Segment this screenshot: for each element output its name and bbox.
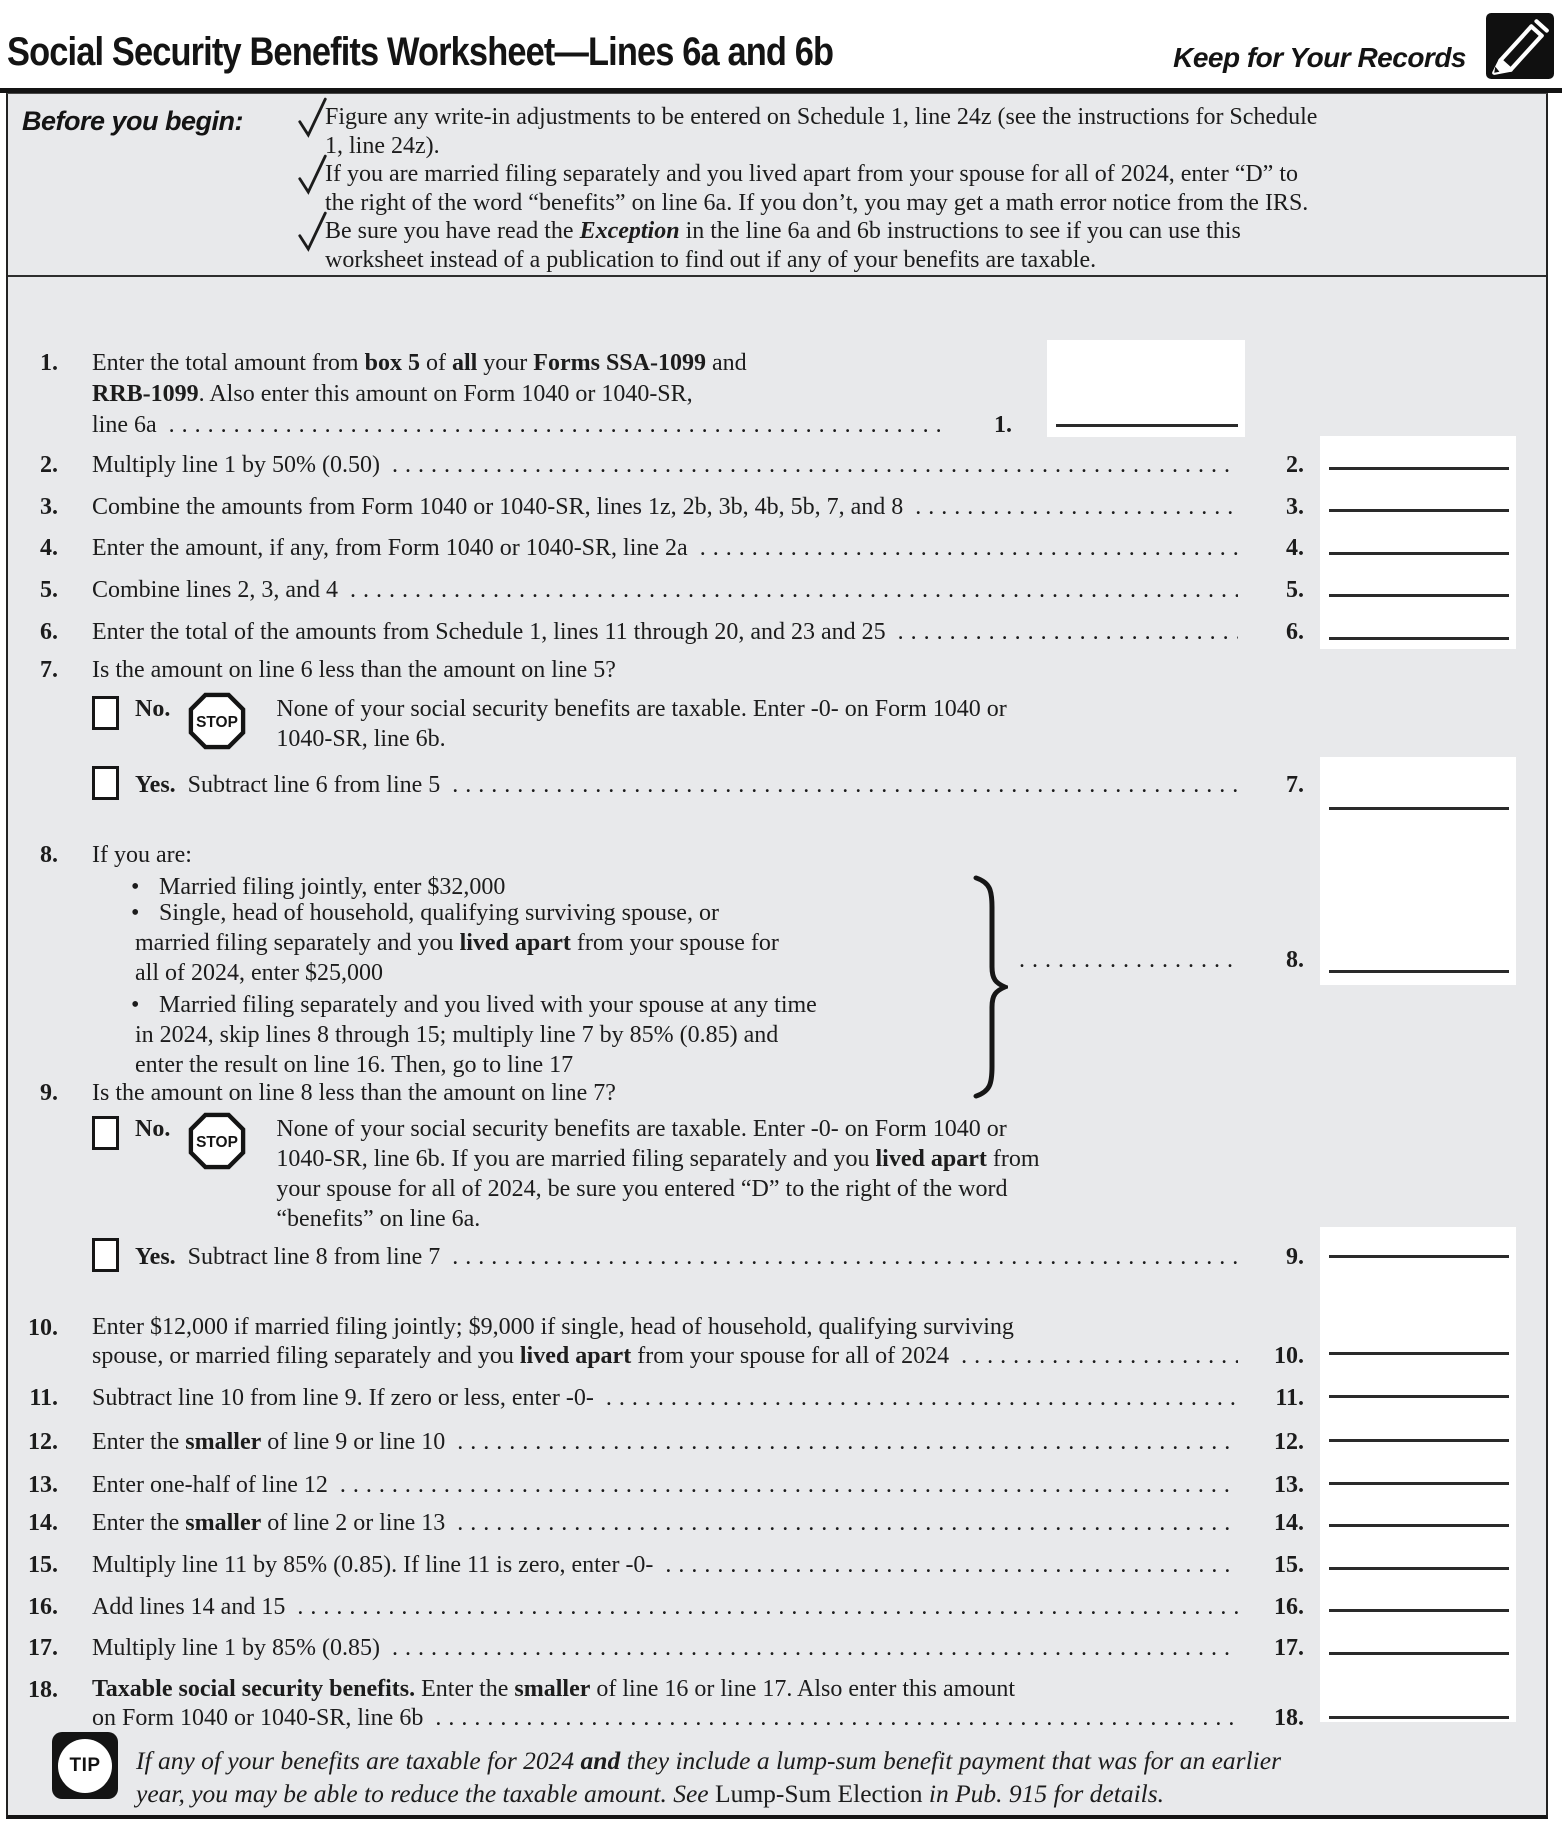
dot-leader: [452, 770, 1238, 800]
dot-leader: [665, 1550, 1238, 1580]
svg-text:STOP: STOP: [196, 1133, 239, 1151]
line-13-number: 13.: [28, 1472, 58, 1498]
line-8-intro: If you are:: [92, 842, 192, 868]
dot-leader: [1019, 945, 1238, 975]
line-1-text-3: line 6a: [92, 412, 157, 438]
entry-line-5[interactable]: [1329, 594, 1509, 597]
page-title: Social Security Benefits Worksheet—Lines 6a and 6b: [7, 30, 834, 74]
entry-line-7[interactable]: [1329, 807, 1509, 810]
line-15-row: [92, 1550, 1304, 1580]
entry-line-10[interactable]: [1329, 1352, 1509, 1355]
entry-line-8[interactable]: [1329, 970, 1509, 973]
line-14-number: 14.: [28, 1510, 58, 1536]
entry-line-12[interactable]: [1329, 1439, 1509, 1442]
line-13-row: [92, 1470, 1304, 1500]
line-3-number: 3.: [40, 494, 58, 520]
line-12-number: 12.: [28, 1429, 58, 1455]
line-17-row: [92, 1633, 1304, 1663]
line-7-yes-text: Subtract line 6 from line 5: [187, 772, 441, 798]
entry-line-18[interactable]: [1329, 1716, 1509, 1719]
dot-leader: [700, 533, 1238, 563]
entry-line-15[interactable]: [1329, 1567, 1509, 1570]
line-9-answer-number: 9.: [1286, 1244, 1304, 1270]
dot-leader: [435, 1704, 1238, 1733]
line-15-number: 15.: [28, 1552, 58, 1578]
line-7-yes-row: [92, 766, 1304, 800]
line-6-answer-number: 6.: [1286, 619, 1304, 645]
line-7-no-text-1: None of your social security benefits are taxable. Enter -0- on Form 1040 or: [276, 696, 1007, 722]
entry-box-line-1[interactable]: [1047, 340, 1245, 437]
line-6-number: 6.: [40, 619, 58, 645]
line-7-yes-label: Yes.: [135, 772, 176, 798]
stop-sign-icon: [188, 1112, 246, 1170]
line-11-answer-number: 11.: [1275, 1385, 1304, 1411]
line-1-text: [92, 348, 1012, 440]
dot-leader: [606, 1383, 1238, 1413]
entry-line-6[interactable]: [1329, 637, 1509, 640]
line-8-bullet-1: • Married filing jointly, enter $32,000: [135, 872, 505, 902]
line-5-number: 5.: [40, 577, 58, 603]
line-14-text: Enter the smaller of line 2 or line 13: [92, 1510, 446, 1536]
line-2-answer-number: 2.: [1286, 452, 1304, 478]
dot-leader: [961, 1342, 1238, 1371]
entry-line-2[interactable]: [1329, 467, 1509, 470]
line-9-question: Is the amount on line 8 less than the amount on line 7?: [92, 1080, 616, 1106]
line-7-no-text: [276, 694, 1006, 754]
dot-leader: [898, 617, 1238, 647]
dot-leader: [350, 575, 1238, 605]
line-11-text: Subtract line 10 from line 9. If zero or less, enter -0-: [92, 1385, 594, 1411]
line-3-text: Combine the amounts from Form 1040 or 1040-SR, lines 1z, 2b, 3b, 4b, 5b, 7, and 8: [92, 494, 904, 520]
line-1-number: 1.: [40, 350, 58, 376]
tip-text: If any of your benefits are taxable for 2024 and they include a lump-sum benefit payment that was for an earlier year, you may be able to reduce the taxable amount. See Lump-Sum Election in Pub. 915 for details.: [136, 1746, 1281, 1808]
line-7-no-text-2: 1040-SR, line 6b.: [276, 726, 446, 752]
line-12-text: Enter the smaller of line 9 or line 10: [92, 1429, 446, 1455]
line-9-no-label: No.: [135, 1116, 171, 1142]
line-16-number: 16.: [28, 1594, 58, 1620]
line-7-yes-checkbox[interactable]: [92, 766, 119, 800]
line-18-text: Taxable social security benefits. Enter the smaller of line 16 or line 17. Also enter this amount on Form 1040 or 1040-SR, line 6b ..... 18.: [92, 1675, 1304, 1733]
line-13-text: Enter one-half of line 12: [92, 1472, 328, 1498]
line-8-bullet-2: • Single, head of household, qualifying surviving spouse, or married filing separately and you lived apart from your spouse for all of 2024, enter $25,000: [135, 898, 779, 988]
line-18-answer-number: 18.: [1274, 1705, 1304, 1731]
before-you-begin-section: [8, 94, 1546, 277]
dot-leader: [297, 1592, 1238, 1622]
line-7-answer-number: 7.: [1286, 772, 1304, 798]
line-4-answer-number: 4.: [1286, 535, 1304, 561]
entry-line-4[interactable]: [1329, 552, 1509, 555]
entry-line-16[interactable]: [1329, 1609, 1509, 1612]
curly-brace: [968, 875, 1008, 1099]
line-9-yes-checkbox[interactable]: [92, 1238, 119, 1272]
line-12-answer-number: 12.: [1274, 1429, 1304, 1455]
entry-line-1[interactable]: [1056, 424, 1238, 427]
dot-leader: [392, 450, 1238, 480]
line-9-no-checkbox[interactable]: [92, 1116, 119, 1150]
line-17-answer-number: 17.: [1274, 1635, 1304, 1661]
line-15-answer-number: 15.: [1274, 1552, 1304, 1578]
line-9-yes-label: Yes.: [135, 1244, 176, 1270]
line-4-row: [92, 533, 1304, 563]
dot-leader: [340, 1470, 1238, 1500]
dot-leader: [392, 1633, 1238, 1663]
dot-leader: [457, 1508, 1238, 1538]
line-10-text: Enter $12,000 if married filing jointly; $9,000 if single, head of household, qualifying surviving spouse, or married filing separately and you lived apart from your spouse for all of 2024 ..... 10.: [92, 1313, 1304, 1371]
line-16-text: Add lines 14 and 15: [92, 1594, 286, 1620]
line-6-text: Enter the total of the amounts from Schedule 1, lines 11 through 20, and 23 and 25: [92, 619, 886, 645]
before-item-1-line-2: 1, line 24z).: [325, 132, 440, 159]
line-5-row: [92, 575, 1304, 605]
dot-leader: [452, 1242, 1238, 1272]
line-8-leader-row: [1019, 945, 1304, 975]
line-13-answer-number: 13.: [1274, 1472, 1304, 1498]
dot-leader: [169, 410, 946, 440]
line-8-bullet-3: • Married filing separately and you lived with your spouse at any time in 2024, skip lines 8 through 15; multiply line 7 by 85% (0.85) and enter the result on line 16. Then, go to line 17: [135, 990, 817, 1080]
line-11-number: 11.: [29, 1385, 58, 1411]
line-14-answer-number: 14.: [1274, 1510, 1304, 1536]
line-2-row: [92, 450, 1304, 480]
entry-box-lines-7-8[interactable]: [1320, 757, 1516, 985]
entry-line-14[interactable]: [1329, 1524, 1509, 1527]
line-15-text: Multiply line 11 by 85% (0.85). If line 11 is zero, enter -0-: [92, 1552, 654, 1578]
line-17-text: Multiply line 1 by 85% (0.85): [92, 1635, 380, 1661]
line-10-answer-number: 10.: [1274, 1343, 1304, 1369]
line-16-answer-number: 16.: [1274, 1594, 1304, 1620]
before-item-2-line-1: If you are married filing separately and you lived apart from your spouse for all of 2024, enter “D” to: [325, 161, 1298, 187]
line-9-number: 9.: [40, 1080, 58, 1106]
line-2-number: 2.: [40, 452, 58, 478]
before-you-begin-items: [325, 103, 1317, 274]
svg-text:STOP: STOP: [196, 713, 239, 731]
line-8-number: 8.: [40, 842, 58, 868]
line-2-text: Multiply line 1 by 50% (0.50): [92, 452, 380, 478]
tip-icon: TIP: [52, 1732, 118, 1799]
before-item-3-line-1: Be sure you have read the Exception in the line 6a and 6b instructions to see if you can use this: [325, 218, 1241, 244]
line-5-answer-number: 5.: [1286, 577, 1304, 603]
worksheet-form: [6, 93, 1548, 1819]
line-1-answer-number: 1.: [994, 412, 1012, 438]
line-7-no-row: [92, 694, 1007, 754]
dot-leader: [915, 492, 1238, 522]
line-5-text: Combine lines 2, 3, and 4: [92, 577, 338, 603]
before-item-3-line-2: worksheet instead of a publication to find out if any of your benefits are taxable.: [325, 246, 1097, 273]
entry-line-11[interactable]: [1329, 1395, 1509, 1398]
line-9-no-row: [92, 1114, 1040, 1234]
before-item-2-line-2: the right of the word “benefits” on line 6a. If you don’t, you may get a math error notice from the IRS.: [325, 189, 1309, 216]
entry-line-3[interactable]: [1329, 509, 1509, 512]
line-6-row: [92, 617, 1304, 647]
line-16-row: [92, 1592, 1304, 1622]
line-1-text-1: Enter the total amount from box 5 of all your Forms SSA-1099 and: [92, 350, 747, 376]
line-17-number: 17.: [28, 1635, 58, 1661]
line-10-number: 10.: [28, 1315, 58, 1341]
entry-line-13[interactable]: [1329, 1482, 1509, 1485]
line-11-row: [92, 1383, 1304, 1413]
line-9-no-text: None of your social security benefits are taxable. Enter -0- on Form 1040 or 1040-SR, line 6b. If you are married filing separately and you lived apart from your spouse for all of 2024, be sure you entered “D” to the right of the word “benefits” on line 6a.: [276, 1116, 1040, 1232]
line-7-question: Is the amount on line 6 less than the amount on line 5?: [92, 657, 616, 683]
entry-box-lines-2-6[interactable]: [1320, 436, 1516, 649]
entry-line-17[interactable]: [1329, 1652, 1509, 1655]
line-12-row: [92, 1427, 1304, 1457]
line-1-text-2: RRB-1099. Also enter this amount on Form 1040 or 1040-SR,: [92, 381, 693, 407]
line-8-answer-number: 8.: [1286, 947, 1304, 973]
before-item-1-line-1: Figure any write-in adjustments to be entered on Schedule 1, line 24z (see the instructions for Schedule: [325, 104, 1318, 130]
line-7-no-checkbox[interactable]: [92, 696, 119, 730]
line-3-answer-number: 3.: [1286, 494, 1304, 520]
stop-sign-icon: [188, 692, 246, 750]
keep-for-records-note: Keep for Your Records: [1173, 42, 1466, 73]
line-9-yes-text: Subtract line 8 from line 7: [187, 1244, 441, 1270]
entry-box-lines-9-18[interactable]: [1320, 1227, 1516, 1722]
line-7-no-label: No.: [135, 696, 171, 722]
dot-leader: [457, 1427, 1238, 1457]
line-9-yes-row: [92, 1238, 1304, 1272]
pencil-icon: [1486, 12, 1554, 80]
entry-line-9[interactable]: [1329, 1255, 1509, 1258]
line-4-text: Enter the amount, if any, from Form 1040 or 1040-SR, line 2a: [92, 535, 688, 561]
before-you-begin-label: Before you begin:: [22, 106, 244, 136]
line-4-number: 4.: [40, 535, 58, 561]
line-18-number: 18.: [28, 1677, 58, 1703]
line-14-row: [92, 1508, 1304, 1538]
line-3-row: [92, 492, 1304, 522]
line-7-number: 7.: [40, 657, 58, 683]
